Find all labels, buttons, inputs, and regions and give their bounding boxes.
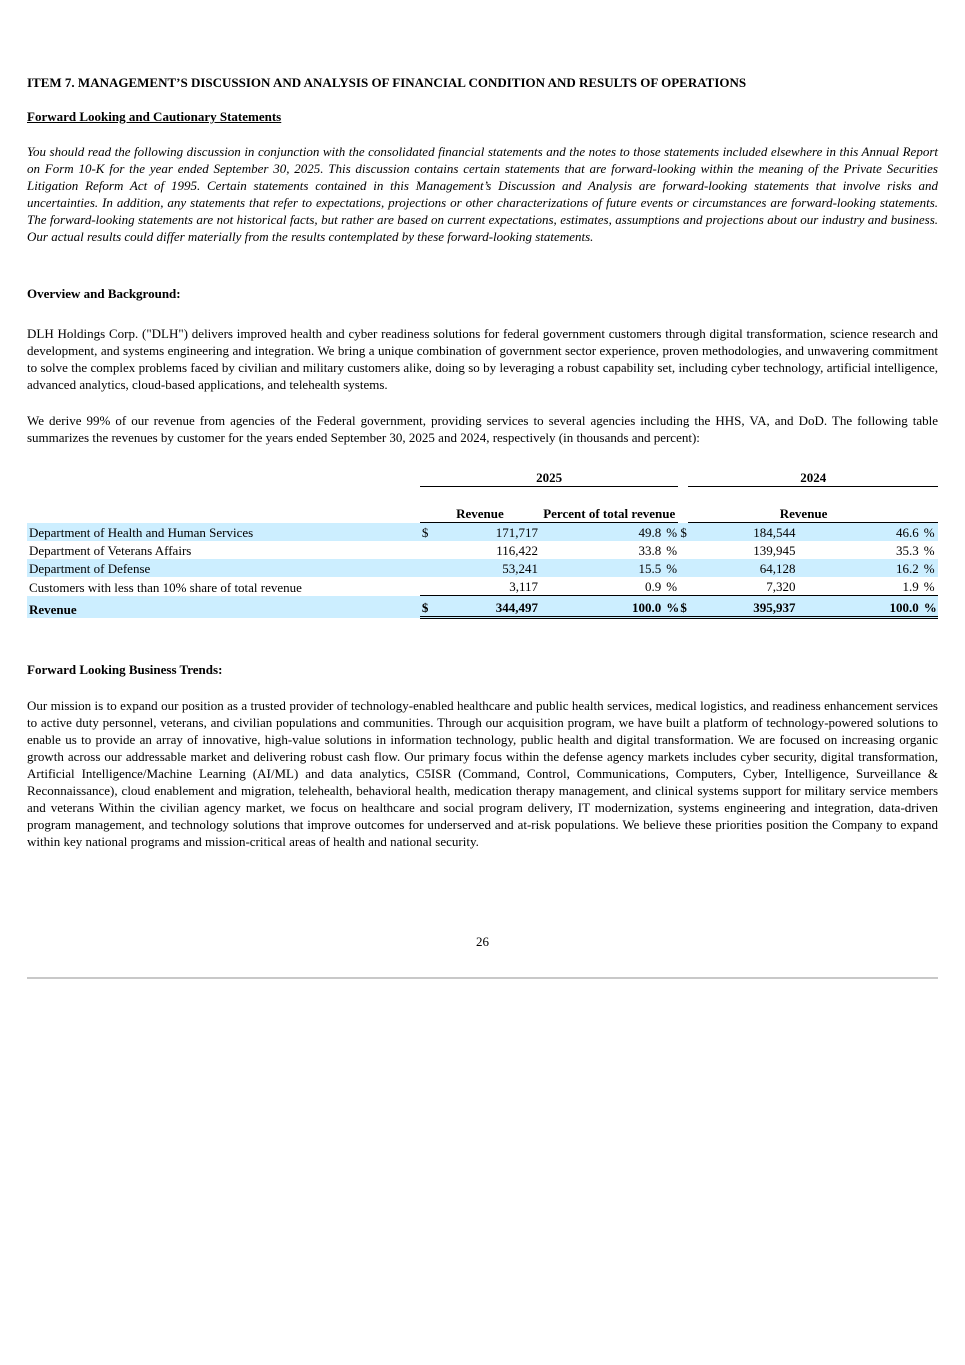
total-revenue-2025: 344,497 bbox=[434, 596, 540, 618]
forward-looking-paragraph: You should read the following discussion in conjunction with the consolidated financial statements and the notes to those statements included elsewhere in this Annual Report on Form 10-K for the year ended September 30, 2025. This discussion contains certain statements that are forward-looking within the meaning of the Private Securities Litigation Reform Act of 1995. Certain statements contained in this Management’s Discussion and Analysis are forward-looking statements that involve risks and uncertainties. In addition, any statements that refer to expectations, projections or other characterizations of future events or circumstances are forward-looking statements. The forward-looking statements are not historical facts, but rather are based on current expectations, estimates, assumptions and projections about our industry and business. Our actual results could differ materially from the results contemplated by these forward-looking statements. bbox=[27, 144, 938, 244]
revenue-2025: 3,117 bbox=[509, 579, 539, 594]
row-label: Department of Veterans Affairs bbox=[29, 543, 192, 558]
table-column-header-row bbox=[27, 487, 938, 523]
revenue-2025: 171,717 bbox=[434, 523, 540, 542]
revenue-2024: 64,128 bbox=[688, 559, 797, 577]
total-label: Revenue bbox=[27, 596, 420, 618]
revenue-2025: 53,241 bbox=[434, 559, 540, 577]
percent-sign: % bbox=[919, 523, 938, 542]
table-row bbox=[27, 523, 938, 542]
percent-2025: 0.9 bbox=[644, 579, 662, 594]
table-row bbox=[27, 559, 938, 577]
percent-2024: 16.2 bbox=[798, 559, 919, 577]
percent-sign: % bbox=[919, 559, 938, 577]
business-trends-heading: Forward Looking Business Trends: bbox=[27, 662, 223, 677]
percent-sign: % bbox=[919, 596, 938, 618]
percent-2025: 33.8 bbox=[638, 543, 662, 558]
year-header-2024: 2024 bbox=[688, 468, 938, 487]
col-header-percent-2025: Percent of total revenue bbox=[540, 487, 678, 523]
currency-symbol: $ bbox=[420, 596, 434, 618]
currency-symbol: $ bbox=[420, 523, 434, 542]
page-divider bbox=[27, 977, 938, 979]
revenue-2024: 7,320 bbox=[766, 579, 796, 594]
overview-paragraph-2: We derive 99% of our revenue from agencies of the Federal government, providing services to several agencies including the HHS, VA, and DoD. The following table summarizes the revenues by customer for the years ended September 30, 2025 and 2024, respectively (in thousands and percent): bbox=[27, 413, 938, 445]
overview-heading: Overview and Background: bbox=[27, 286, 181, 301]
page-number: 26 bbox=[476, 934, 489, 949]
revenue-2025: 116,422 bbox=[496, 543, 539, 558]
percent-sign: % bbox=[666, 543, 678, 558]
total-revenue-2024: 395,937 bbox=[688, 596, 797, 618]
total-percent-2024: 100.0 bbox=[798, 596, 919, 618]
forward-looking-heading: Forward Looking and Cautionary Statements bbox=[27, 109, 282, 124]
item-title: ITEM 7. MANAGEMENT’S DISCUSSION AND ANALYSIS OF FINANCIAL CONDITION AND RESULTS OF OPERATIONS bbox=[27, 75, 747, 90]
row-label: Department of Defense bbox=[27, 559, 420, 577]
col-header-revenue-2025: Revenue bbox=[420, 487, 540, 523]
total-percent-2025: 100.0 bbox=[540, 596, 661, 618]
percent-2024: 1.9 bbox=[902, 579, 919, 594]
col-header-revenue-2024: Revenue bbox=[688, 487, 918, 523]
percent-2024: 35.3 bbox=[895, 543, 919, 558]
percent-sign: % bbox=[923, 579, 935, 594]
row-label: Customers with less than 10% share of total revenue bbox=[29, 579, 302, 595]
business-trends-paragraph: Our mission is to expand our position as a trusted provider of technology-enabled healthcare and public health services, medical logistics, and readiness enhancement services to active duty personnel, veterans, and civilian populations and communities. Through our acquisition program, we have built a platform of technology-powered solutions to enable us to provide an array of innovative, high-value solutions in information technology, public health and digital transformation. We are focused on increasing organic growth across our addressable market and delivering robust cash flow. Our primary focus within the defense agency markets includes cyber security, digital transformation, Artificial Intelligence/Machine Learning (AI/ML) and data analytics, C5ISR (Command, Control, Communications, Computers, Cyber, Intelligence, Surveillance & Reconnaissance), cloud enablement and migration, telehealth, behavioral health, medication therapy management, and clinical systems support for military service members and veterans Within the civilian agency market, we focus on healthcare and social program delivery, IT modernization, systems engineering and integration, data-driven program management, and technology solutions that improve outcomes for underserved and at-risk populations. We believe these priorities position the Company to expand within key national programs and mission-critical areas of health and national security. bbox=[27, 698, 938, 849]
overview-paragraph-1: DLH Holdings Corp. ("DLH") delivers improved health and cyber readiness solutions for federal government customers through digital transformation, science research and development, and systems engineering and integration. We bring a unique combination of government sector experience, proven methodologies, and unwavering commitment to solve the complex problems faced by civilian and military customers alike, doing so by leveraging a robust capability set, including cyber technology, artificial intelligence, advanced analytics, cloud-based applications, and telehealth systems. bbox=[27, 326, 938, 392]
percent-sign: % bbox=[661, 596, 678, 618]
revenue-2024: 139,945 bbox=[753, 543, 796, 558]
percent-sign: % bbox=[661, 523, 678, 542]
percent-2025: 15.5 bbox=[540, 559, 661, 577]
table-year-header-row bbox=[27, 468, 938, 487]
percent-sign: % bbox=[666, 579, 678, 594]
table-total-row bbox=[27, 596, 938, 618]
percent-sign: % bbox=[923, 543, 935, 558]
percent-2024: 46.6 bbox=[798, 523, 919, 542]
revenue-by-customer-table bbox=[27, 468, 938, 619]
revenue-2024: 184,544 bbox=[688, 523, 797, 542]
currency-symbol: $ bbox=[678, 596, 688, 618]
year-header-2025: 2025 bbox=[420, 468, 679, 487]
currency-symbol: $ bbox=[678, 523, 688, 542]
percent-sign: % bbox=[661, 559, 678, 577]
table-row bbox=[27, 541, 938, 559]
table-row bbox=[27, 577, 938, 596]
percent-2025: 49.8 bbox=[540, 523, 661, 542]
row-label: Department of Health and Human Services bbox=[27, 523, 420, 542]
